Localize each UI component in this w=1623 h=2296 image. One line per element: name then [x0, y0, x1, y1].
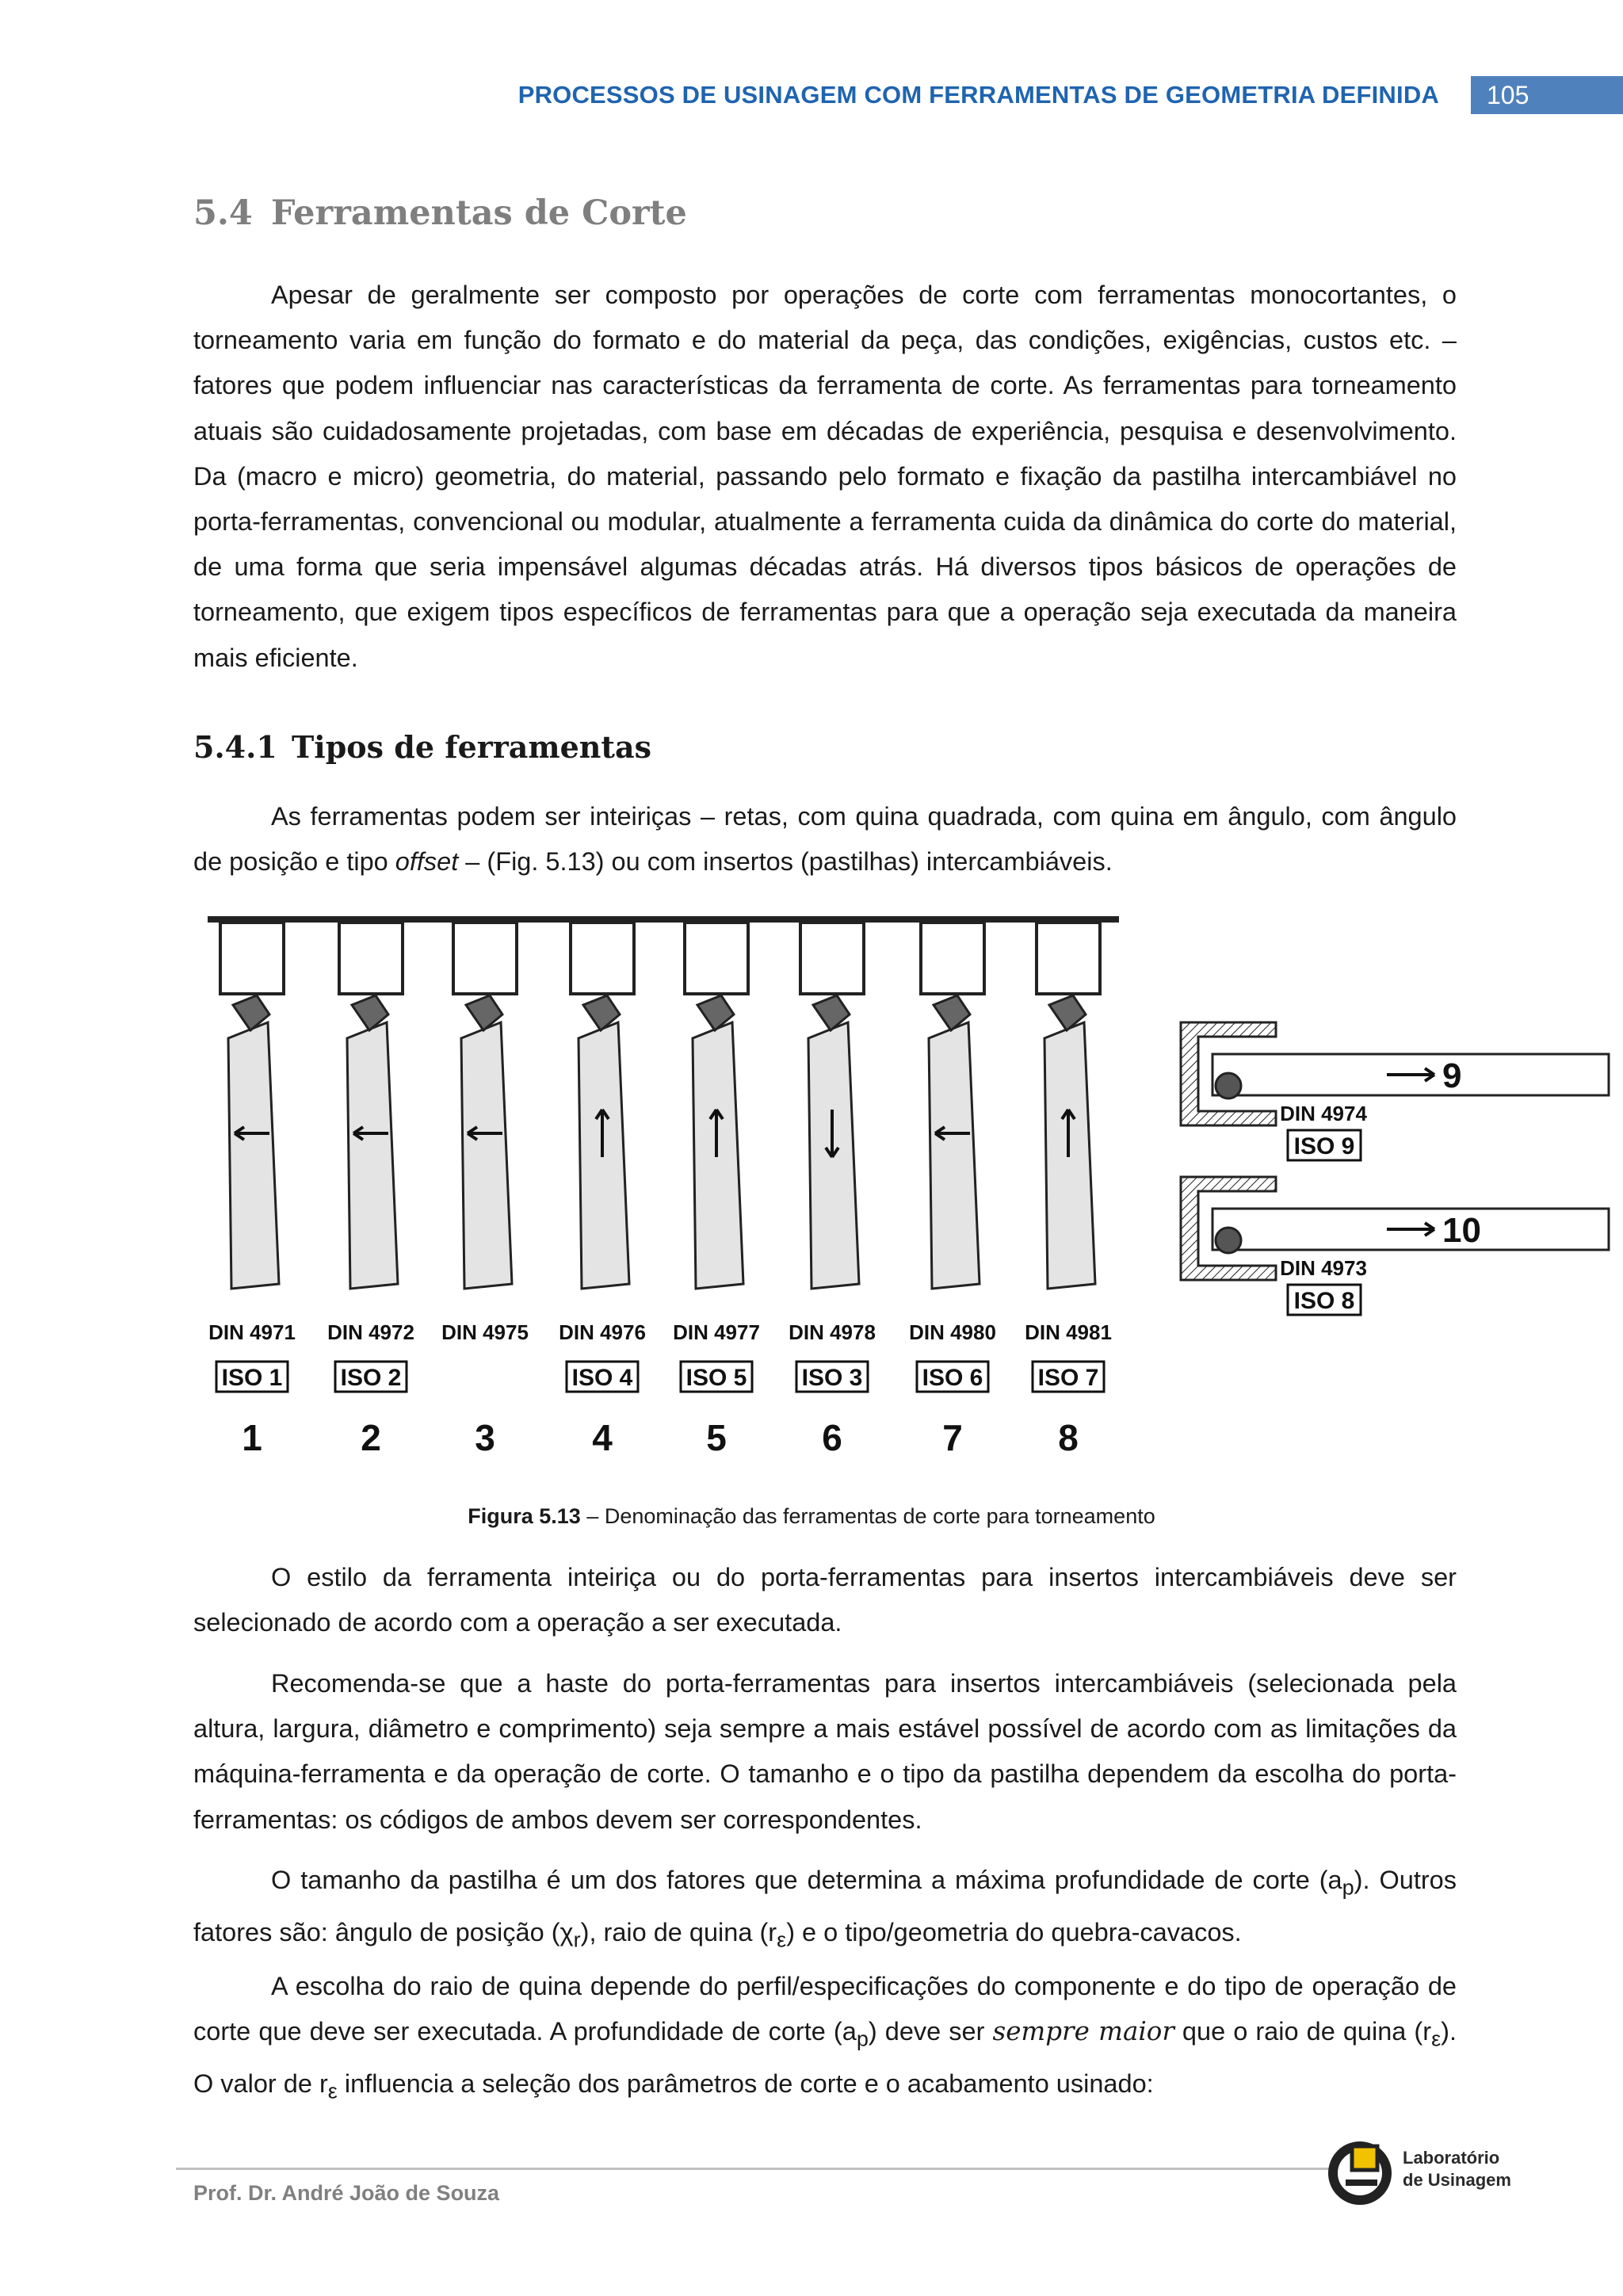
iso-label: ISO 4 [571, 1365, 633, 1391]
tool-number: 6 [822, 1417, 842, 1458]
din-label: DIN 4971 [208, 1320, 296, 1344]
p6-emphasis: sempre maior [992, 2016, 1174, 2047]
tool-number: 1 [242, 1417, 262, 1458]
din-label: DIN 4972 [327, 1320, 414, 1344]
p6-sub-eps-2: ε [327, 2078, 338, 2103]
tool-1 [208, 923, 296, 1458]
paragraph-intro: Apesar de geralmente ser composto por operações de corte com ferramentas monocortantes, o torneamento varia em função do formato e do material da peça, das condições, exigências, custos etc. – fatores que podem influenciar nas características da ferramenta de corte. As ferramentas para torneamento atuais são cuidadosamente projetadas, com base em décadas de experiência, pesquisa e desenvolvimento. Da (macro e micro) geometria, do material, passando pelo formato e fixação da pastilha intercambiável no porta-ferramentas, convencional ou modular, atualmente a ferramenta cuida da dinâmica do corte do material, de uma forma que seria impensável algumas décadas atrás. Há diversos tipos básicos de operações de torneamento, que exigem tipos específicos de ferramentas para que a operação seja executada da maneira mais eficiente. [193, 281, 1457, 672]
tool-shank [347, 1022, 398, 1289]
iso-label: ISO 8 [1293, 1288, 1355, 1314]
tool-6 [789, 923, 876, 1458]
din-label: DIN 4976 [559, 1320, 646, 1344]
din-label: DIN 4974 [1280, 1102, 1367, 1125]
tool-holder [921, 923, 984, 994]
tool-number: 3 [475, 1417, 495, 1458]
boring-tool-9 [1181, 1022, 1609, 1160]
p5-a: O tamanho da pastilha é um dos fatores que determina a máxima profundidade de corte (a [271, 1866, 1342, 1894]
tool-holder [800, 923, 864, 994]
figure-turning-tools [198, 911, 1481, 1482]
logo-line1: Laboratório [1403, 2148, 1500, 2168]
tool-holder [339, 923, 403, 994]
section-title: Ferramentas de Corte [271, 193, 687, 233]
p6-c: que o raio de quina (r [1174, 2017, 1432, 2046]
subsection-number: 5.4.1 [193, 729, 277, 765]
tool-number: 5 [706, 1417, 727, 1458]
p5-sub-eps: ε [777, 1927, 787, 1952]
section-heading [193, 193, 687, 233]
tool-4 [559, 923, 646, 1458]
boring-tools-group [1181, 1022, 1609, 1315]
page-number: 105 [1471, 76, 1623, 114]
tool-5 [673, 923, 760, 1458]
p6-d: ). O valor de r [193, 2017, 1457, 2098]
din-label: DIN 4975 [441, 1320, 529, 1344]
paragraph-corner-radius [193, 1964, 1457, 2114]
tool-3 [441, 923, 529, 1458]
paragraph-shank: Recomenda-se que a haste do porta-ferramentas para insertos intercambiáveis (selecionada pela altura, largura, diâmetro e comprimento) seja sempre a mais estável possível de acordo com as limitações da máquina-ferramenta e da operação de corte. O tamanho e o tipo da pastilha dependem da escolha do porta-ferramentas: os códigos de ambos devem ser correspondentes. [193, 1669, 1457, 1834]
iso-label: ISO 7 [1037, 1365, 1099, 1391]
din-label: DIN 4978 [789, 1320, 876, 1344]
p5-d: ) e o tipo/geometria do quebra-cavacos. [786, 1917, 1242, 1946]
boring-tool-10 [1181, 1177, 1609, 1315]
p5-b: ). Outros fatores são: ângulo de posição (χ [193, 1866, 1457, 1946]
p5-sub-r: r [573, 1927, 581, 1952]
p2-italic-offset: offset [395, 847, 459, 877]
caption-text: – Denominação das ferramentas de corte para torneamento [580, 1504, 1155, 1528]
din-label: DIN 4977 [673, 1320, 760, 1344]
p5-c: ), raio de quina (r [580, 1917, 777, 1946]
boring-number: 10 [1442, 1211, 1481, 1250]
subsection-title: Tipos de ferramentas [292, 729, 651, 765]
iso-label: ISO 1 [221, 1365, 283, 1391]
tool-shank [461, 1022, 512, 1289]
tool-holder [453, 923, 517, 994]
p6-b: ) deve ser [868, 2017, 993, 2046]
tool-number: 2 [361, 1417, 381, 1458]
iso-label: ISO 2 [340, 1365, 402, 1391]
figure-caption [0, 1504, 1623, 1529]
running-header-title: PROCESSOS DE USINAGEM COM FERRAMENTAS DE GEOMETRIA DEFINIDA [517, 81, 1439, 109]
tool-shank [929, 1022, 980, 1289]
tool-number: 4 [592, 1417, 613, 1458]
tool-7 [909, 923, 996, 1458]
p6-sub-p: p [856, 2026, 869, 2051]
iso-label: ISO 9 [1293, 1133, 1355, 1159]
section-number: 5.4 [193, 193, 253, 233]
tool-holder [220, 923, 284, 994]
din-label: DIN 4973 [1280, 1256, 1367, 1280]
iso-label: ISO 6 [922, 1365, 983, 1391]
din-label: DIN 4981 [1025, 1320, 1112, 1344]
caption-label: Figura 5.13 [468, 1504, 581, 1528]
p6-sub-eps-1: ε [1431, 2026, 1442, 2051]
paragraph-tool-types [193, 794, 1457, 884]
footer-rule [176, 2168, 1333, 2170]
boring-insert [1216, 1073, 1241, 1098]
p6-e: influencia a seleção dos parâmetros de corte e o acabamento usinado: [337, 2069, 1154, 2098]
subsection-heading [193, 729, 651, 765]
p2-text-a: As ferramentas podem ser inteiriças – retas, com quina quadrada, com quina em ângulo, com ângulo de posição e tipo [193, 802, 1457, 877]
p5-sub-p: p [1342, 1874, 1354, 1900]
boring-insert [1216, 1228, 1241, 1253]
p6-a: A escolha do raio de quina depende do perfil/especificações do componente e do tipo de operação de corte que deve ser executada. A profundidade de corte (a [193, 1972, 1457, 2046]
p2-text-b: – (Fig. 5.13) ou com insertos (pastilhas) intercambiáveis. [458, 847, 1113, 877]
din-label: DIN 4980 [909, 1320, 996, 1344]
tool-number: 8 [1058, 1417, 1079, 1458]
boring-number: 9 [1442, 1056, 1462, 1095]
iso-label: ISO 3 [801, 1365, 863, 1391]
tool-holder [1037, 923, 1100, 994]
footer-author: Prof. Dr. André João de Souza [193, 2181, 500, 2205]
paragraph-selection: O estilo da ferramenta inteiriça ou do porta-ferramentas para insertos intercambiáveis deve ser selecionado de acordo com a operação a ser executada. [193, 1563, 1457, 1637]
iso-label: ISO 5 [685, 1365, 747, 1391]
tool-number: 7 [942, 1417, 963, 1458]
tool-shank [228, 1022, 279, 1289]
tool-8 [1025, 923, 1112, 1458]
paragraph-insert-size [193, 1858, 1457, 1962]
tool-2 [327, 923, 414, 1458]
tool-holder [571, 923, 634, 994]
tool-holder [685, 923, 748, 994]
logo-line2: de Usinagem [1403, 2170, 1511, 2190]
